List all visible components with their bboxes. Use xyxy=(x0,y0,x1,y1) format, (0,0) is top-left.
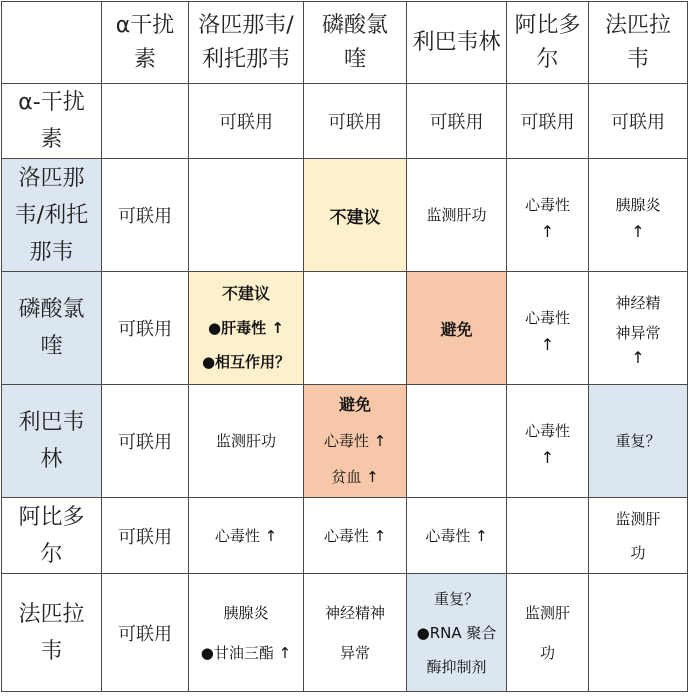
cell-note: 监测肝 功 xyxy=(507,574,589,692)
cell-text: 可联用 xyxy=(102,498,189,574)
row-chloroquine xyxy=(2,272,688,385)
cell-note: 心毒性 ↑ xyxy=(407,498,507,574)
cell-text: 可联用 xyxy=(507,84,589,159)
cell-text: 监测肝功 xyxy=(407,159,507,272)
cell-note: 心毒性 ↑ xyxy=(507,272,589,385)
up-arrow-icon: ↑ xyxy=(631,222,645,241)
cell-note: 胰腺炎 ●甘油三酯 ↑ xyxy=(189,574,304,692)
cell-text: 监测肝功 xyxy=(189,385,304,498)
col-header-favipiravir: 法匹拉 韦 xyxy=(589,2,688,84)
row-arbidol xyxy=(2,498,688,574)
cell-note: 避免 心毒性 ↑ 贫血 ↑ xyxy=(304,385,407,498)
cell-text: 可联用 xyxy=(102,272,189,385)
cell-empty xyxy=(189,159,304,272)
cell-note: 重复？ ●RNA 聚合 酶抑制剂 xyxy=(407,574,507,692)
cell-text: 可联用 xyxy=(407,84,507,159)
cell-empty xyxy=(507,498,589,574)
cell-note: 心毒性 ↑ xyxy=(507,385,589,498)
col-header-interferon: α干扰 素 xyxy=(102,2,189,84)
row-header-chloroquine: 磷酸氯 喹 xyxy=(2,272,102,385)
row-header-lopinavir: 洛匹那 韦/利托 那韦 xyxy=(2,159,102,272)
cell-text: 可联用 xyxy=(589,84,688,159)
col-header-arbidol: 阿比多 尔 xyxy=(507,2,589,84)
cell-empty xyxy=(304,272,407,385)
up-arrow-icon: ↑ xyxy=(540,335,555,354)
cell-empty xyxy=(102,84,189,159)
up-arrow-icon: ↑ xyxy=(278,643,292,662)
up-arrow-icon: ↑ xyxy=(631,348,645,367)
up-arrow-icon: ↑ xyxy=(540,222,555,241)
cell-text: 重复？ xyxy=(589,385,688,498)
cell-text: 避免 xyxy=(407,272,507,385)
row-lopinavir xyxy=(2,159,688,272)
cell-note: 神经精神 异常 xyxy=(304,574,407,692)
cell-text: 可联用 xyxy=(102,574,189,692)
cell-note: 监测肝 功 xyxy=(589,498,688,574)
header-row xyxy=(2,2,688,84)
row-header-interferon: α-干扰 素 xyxy=(2,84,102,159)
corner-cell xyxy=(2,2,102,84)
up-arrow-icon: ↑ xyxy=(373,526,387,545)
cell-text: 可联用 xyxy=(304,84,407,159)
row-header-favipiravir: 法匹拉 韦 xyxy=(2,574,102,692)
cell-text: 可联用 xyxy=(102,385,189,498)
row-favipiravir xyxy=(2,574,688,692)
up-arrow-icon: ↑ xyxy=(366,468,379,486)
cell-empty xyxy=(589,574,688,692)
up-arrow-icon: ↑ xyxy=(271,319,284,337)
col-header-ribavirin: 利巴韦林 xyxy=(407,2,507,84)
up-arrow-icon: ↑ xyxy=(475,526,488,545)
cell-text: 不建议 xyxy=(304,159,407,272)
cell-text: 可联用 xyxy=(189,84,304,159)
cell-note: 心毒性 ↑ xyxy=(189,498,304,574)
cell-note: 心毒性 ↑ xyxy=(304,498,407,574)
drug-interaction-table xyxy=(1,1,688,692)
cell-note: 心毒性 ↑ xyxy=(507,159,589,272)
up-arrow-icon: ↑ xyxy=(540,448,555,467)
up-arrow-icon: ↑ xyxy=(264,526,278,545)
row-ribavirin xyxy=(2,385,688,498)
cell-text: 可联用 xyxy=(102,159,189,272)
cell-note: 胰腺炎 ↑ xyxy=(589,159,688,272)
row-interferon xyxy=(2,84,688,159)
col-header-chloroquine: 磷酸氯 喹 xyxy=(304,2,407,84)
row-header-arbidol: 阿比多 尔 xyxy=(2,498,102,574)
cell-empty xyxy=(407,385,507,498)
cell-note: 不建议 ●肝毒性 ↑ ●相互作用？ xyxy=(189,272,304,385)
row-header-ribavirin: 利巴韦 林 xyxy=(2,385,102,498)
col-header-lopinavir: 洛匹那韦/ 利托那韦 xyxy=(189,2,304,84)
cell-note: 神经精 神异常 ↑ xyxy=(589,272,688,385)
up-arrow-icon: ↑ xyxy=(373,432,387,450)
